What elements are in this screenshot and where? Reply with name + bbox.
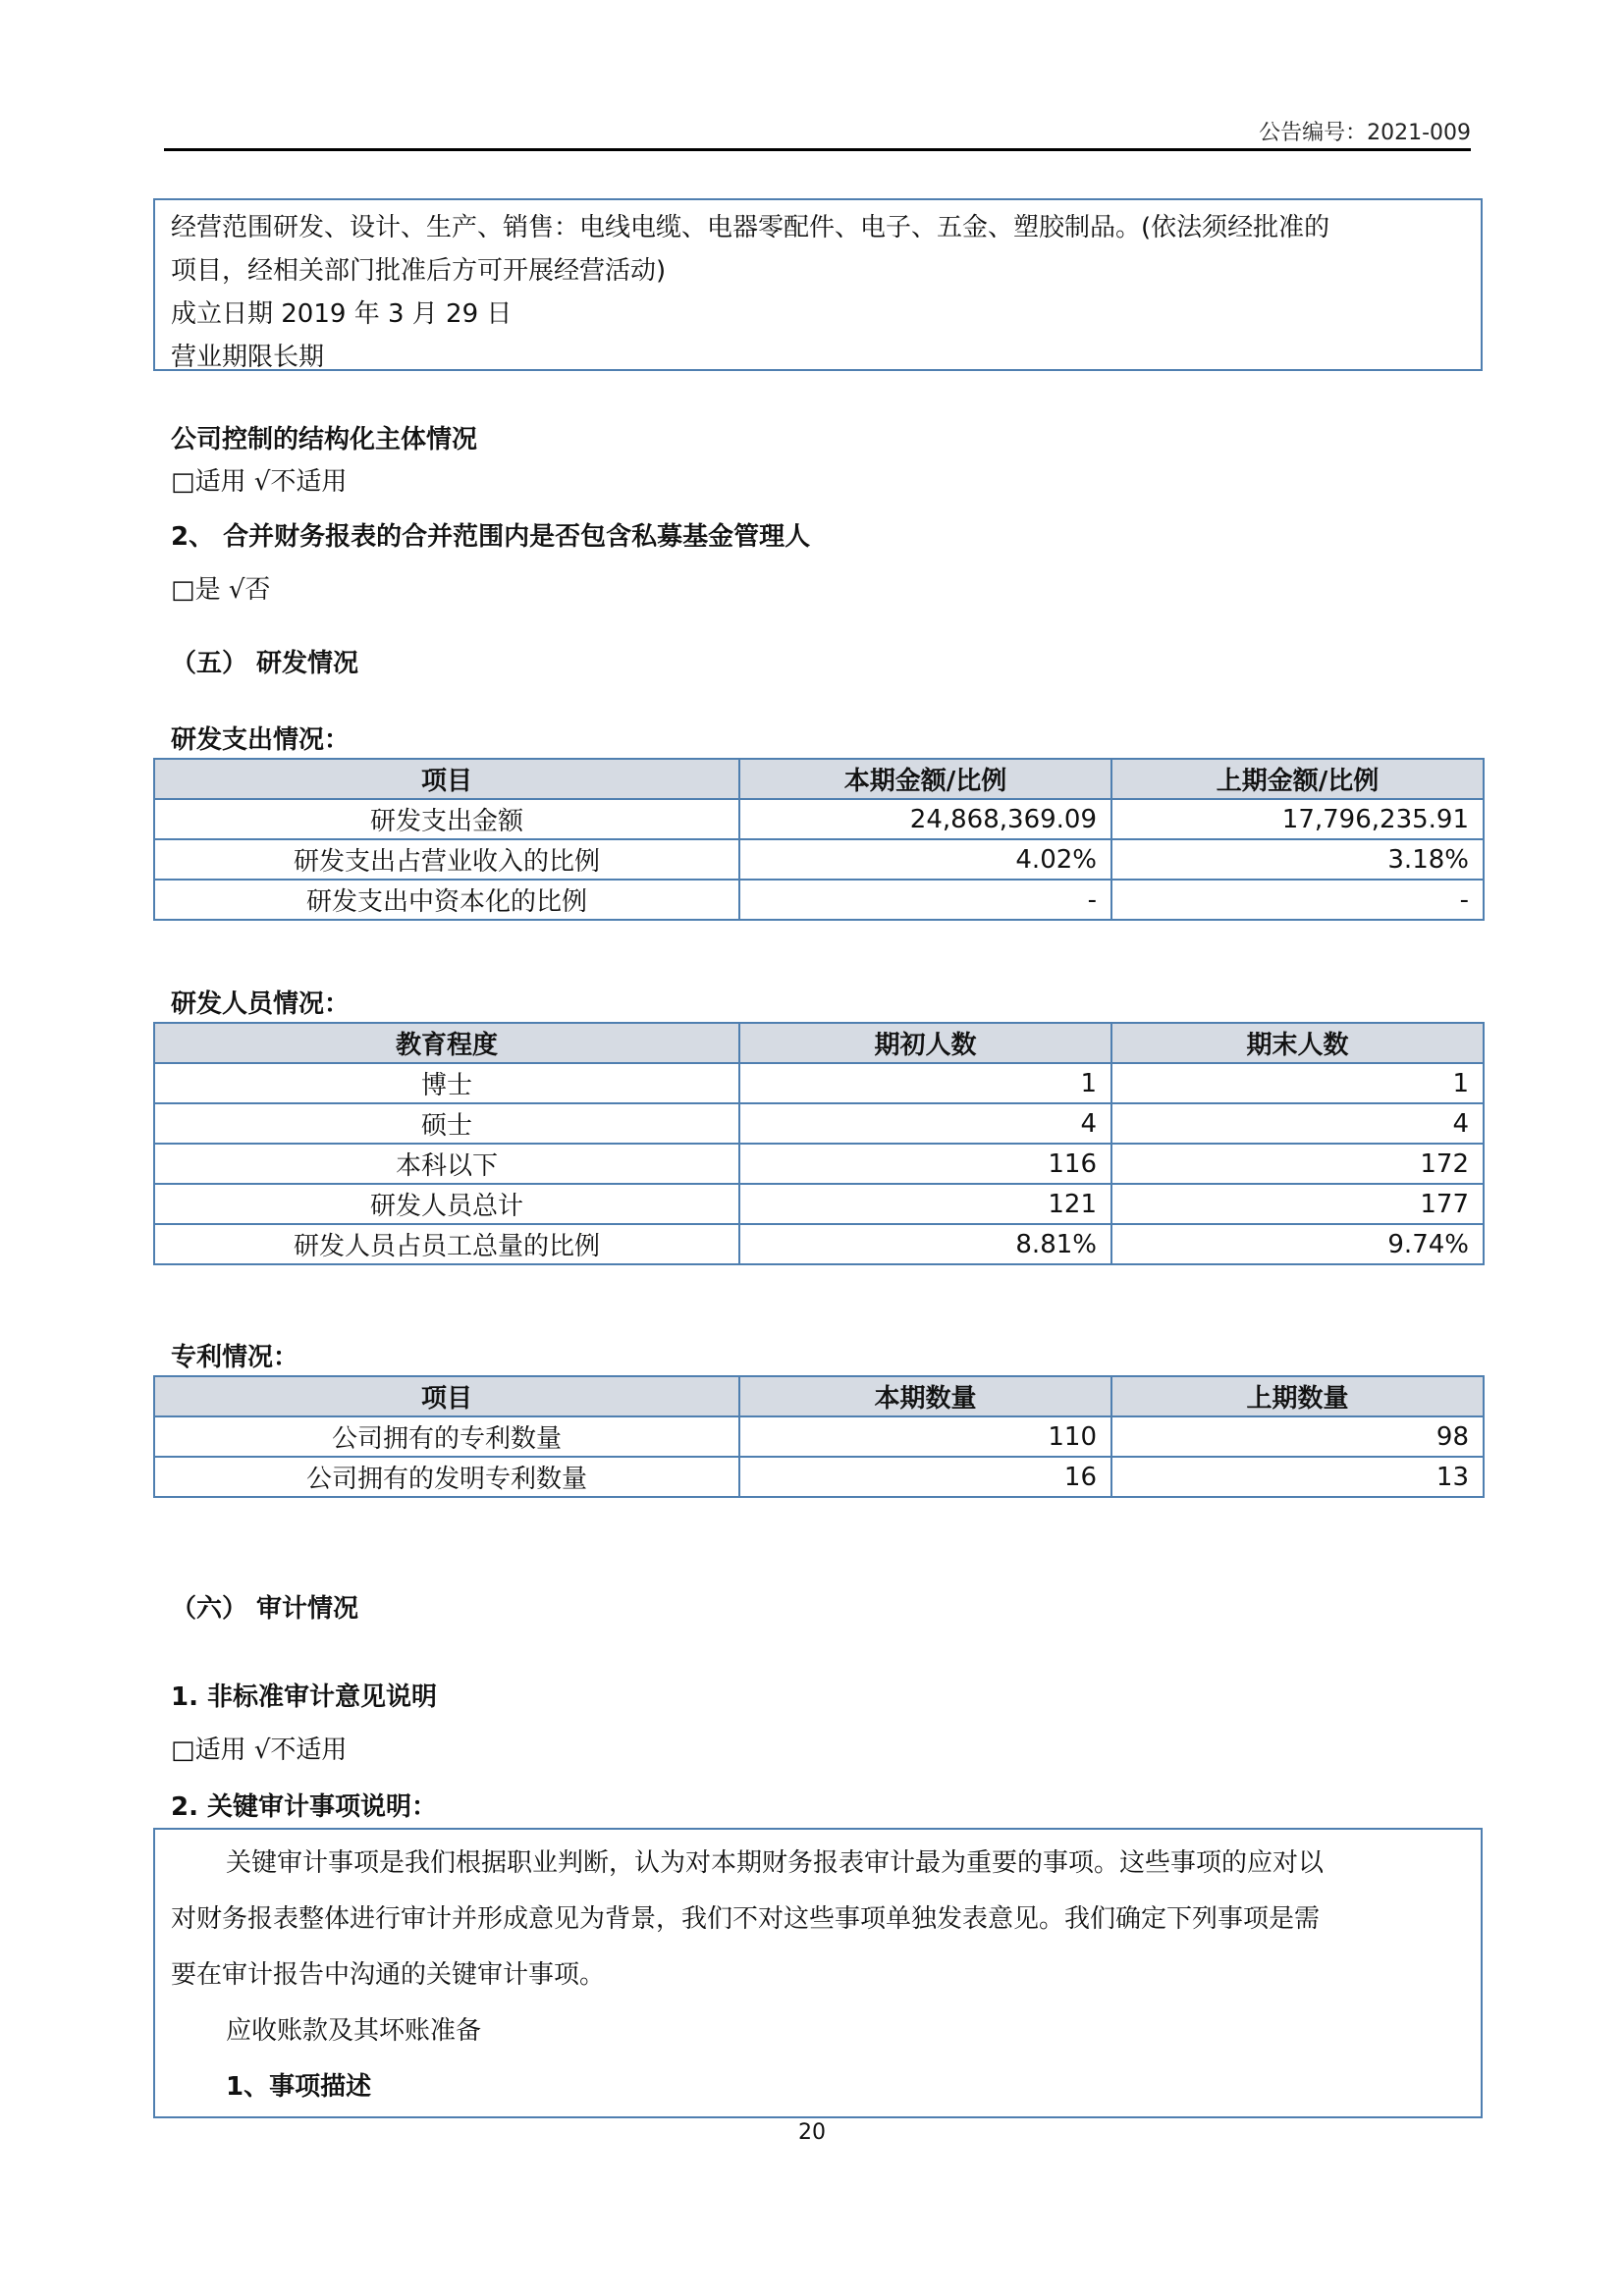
audit-section-title: （六） 审计情况 [171,1594,359,1624]
rd-staff-caption: 研发人员情况： [171,989,351,1019]
row-label: 本科以下 [154,1144,739,1184]
column-header: 期末人数 [1111,1023,1484,1063]
opening-count: 1 [739,1063,1111,1103]
structured-entity-option: □适用 √不适用 [171,467,348,497]
founded-date: 成立日期 2019 年 3 月 29 日 [171,299,513,329]
closing-count: 172 [1111,1144,1484,1184]
business-term: 营业期限长期 [171,343,325,372]
row-label: 研发人员占员工总量的比例 [154,1224,739,1264]
prior-value: 17,796,235.91 [1111,799,1484,839]
prior-value: 3.18% [1111,839,1484,880]
row-label: 研发支出中资本化的比例 [154,880,739,920]
key-audit-item: 应收账款及其坏账准备 [226,2016,482,2046]
table-header-row [154,759,1484,799]
closing-count: 177 [1111,1184,1484,1224]
row-label: 博士 [154,1063,739,1103]
prior-count: 98 [1111,1416,1484,1457]
row-label: 研发支出金额 [154,799,739,839]
table-row [154,1184,1484,1224]
header-rule [164,148,1471,151]
key-audit-para-line-2: 对财务报表整体进行审计并形成意见为背景，我们不对这些事项单独发表意见。我们确定下列事项是需 [171,1904,1321,1934]
table-row [154,799,1484,839]
structured-entity-title: 公司控制的结构化主体情况 [171,425,478,454]
opening-count: 116 [739,1144,1111,1184]
private-fund-title: 2、 合并财务报表的合并范围内是否包含私募基金管理人 [171,522,811,552]
key-audit-box [153,1828,1483,2118]
current-value: - [739,880,1111,920]
key-audit-para-line-1: 关键审计事项是我们根据职业判断，认为对本期财务报表审计最为重要的事项。这些事项的应对以 [226,1848,1325,1878]
column-header: 本期金额/比例 [739,759,1111,799]
closing-count: 1 [1111,1063,1484,1103]
key-audit-subhead: 1、事项描述 [226,2072,372,2102]
key-audit-para-line-3: 要在审计报告中沟通的关键审计事项。 [171,1960,606,1990]
current-value: 4.02% [739,839,1111,880]
column-header: 上期数量 [1111,1376,1484,1416]
row-label: 公司拥有的发明专利数量 [154,1457,739,1497]
rd-expense-caption: 研发支出情况： [171,725,351,755]
patents-caption: 专利情况： [171,1343,299,1372]
opening-count: 8.81% [739,1224,1111,1264]
table-row [154,1416,1484,1457]
column-header: 上期金额/比例 [1111,759,1484,799]
company-info-box [153,198,1483,371]
private-fund-option: □是 √否 [171,575,271,605]
audit-opinion-option: □适用 √不适用 [171,1735,348,1765]
prior-value: - [1111,880,1484,920]
current-count: 16 [739,1457,1111,1497]
current-value: 24,868,369.09 [739,799,1111,839]
table-row [154,839,1484,880]
key-audit-title: 2. 关键审计事项说明： [171,1792,438,1822]
table-row [154,1063,1484,1103]
table-row [154,1103,1484,1144]
row-label: 公司拥有的专利数量 [154,1416,739,1457]
opening-count: 121 [739,1184,1111,1224]
rd-expense-table [153,758,1485,921]
prior-count: 13 [1111,1457,1484,1497]
table-row [154,1144,1484,1184]
current-count: 110 [739,1416,1111,1457]
patents-table [153,1375,1485,1498]
table-header-row [154,1023,1484,1063]
column-header: 本期数量 [739,1376,1111,1416]
column-header: 项目 [154,759,739,799]
table-row [154,1224,1484,1264]
row-label: 研发人员总计 [154,1184,739,1224]
page-number: 20 [798,2120,826,2145]
row-label: 研发支出占营业收入的比例 [154,839,739,880]
audit-opinion-title: 1. 非标准审计意见说明 [171,1682,438,1712]
opening-count: 4 [739,1103,1111,1144]
column-header: 期初人数 [739,1023,1111,1063]
rd-staff-table [153,1022,1485,1265]
notice-number: 公告编号：2021-009 [1259,121,1471,145]
table-header-row [154,1376,1484,1416]
business-scope-line-1: 经营范围研发、设计、生产、销售：电线电缆、电器零配件、电子、五金、塑胶制品。(依法须经批准的 [171,213,1330,242]
table-row [154,880,1484,920]
closing-count: 9.74% [1111,1224,1484,1264]
column-header: 教育程度 [154,1023,739,1063]
column-header: 项目 [154,1376,739,1416]
table-row [154,1457,1484,1497]
closing-count: 4 [1111,1103,1484,1144]
rd-section-title: （五） 研发情况 [171,649,359,678]
row-label: 硕士 [154,1103,739,1144]
business-scope-line-2: 项目，经相关部门批准后方可开展经营活动) [171,256,667,286]
